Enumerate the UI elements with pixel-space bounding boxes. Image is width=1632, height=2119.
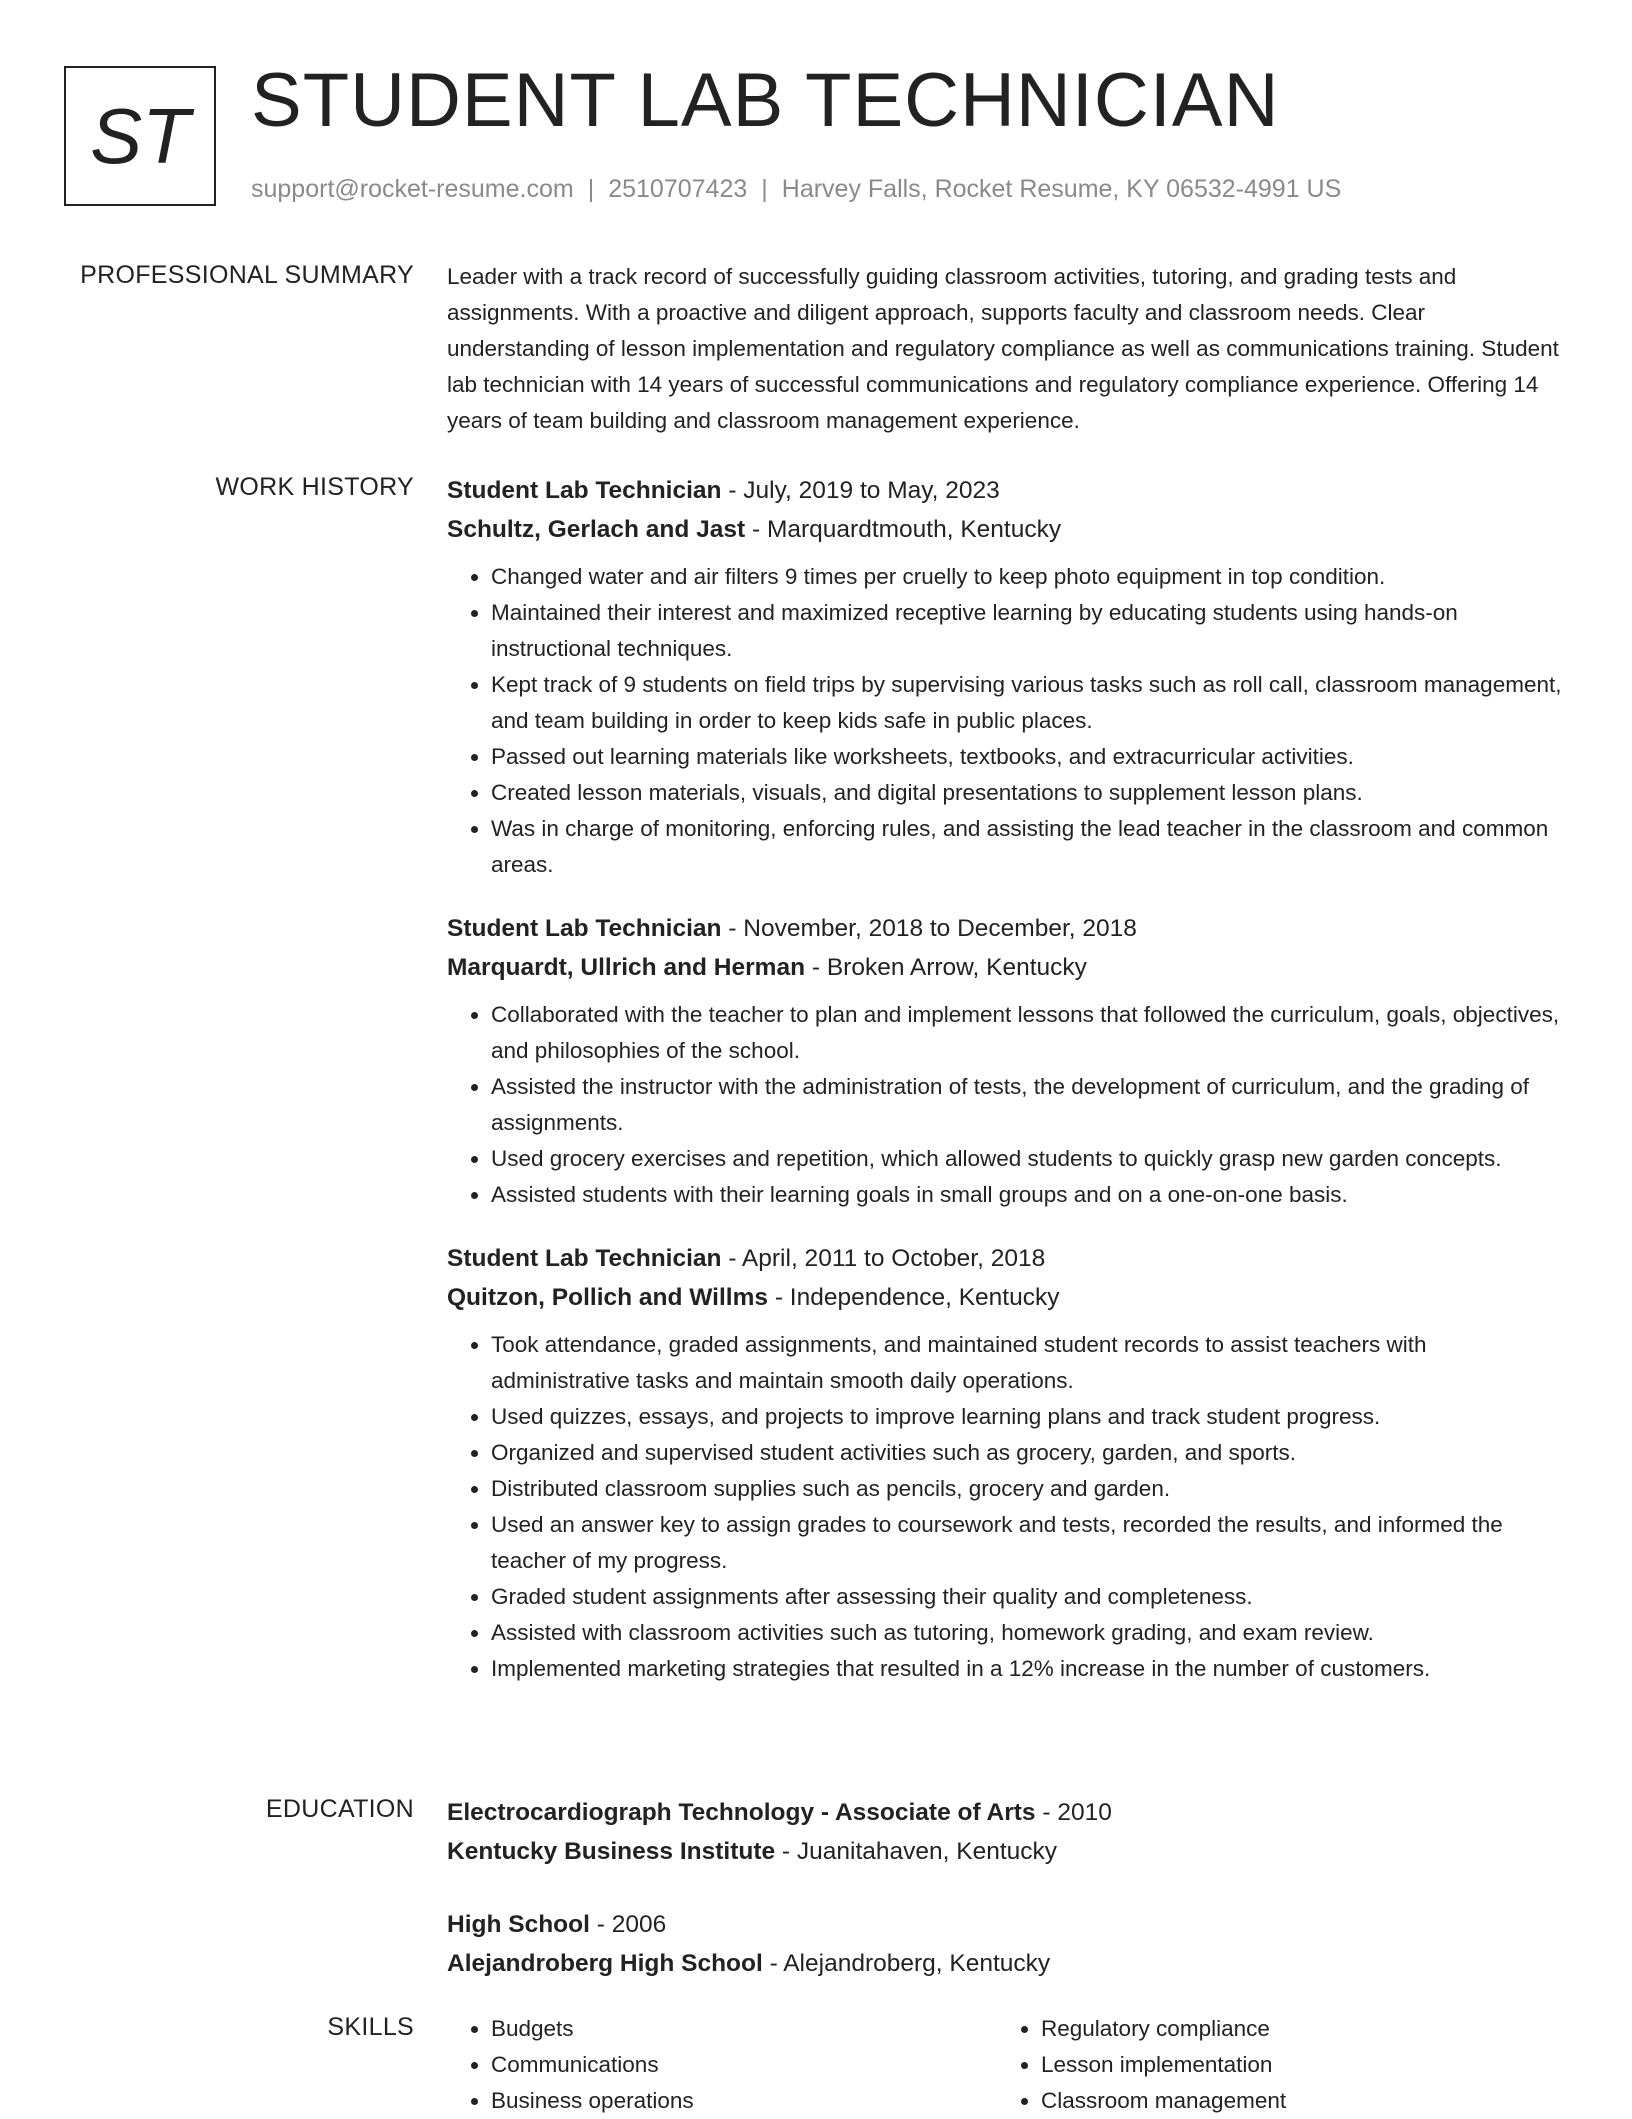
employer-location: - Marquardtmouth, Kentucky [745, 516, 1062, 543]
skills-list-left [447, 2011, 997, 2119]
job-duty: • Graded student assignments after assessing their quality and completeness. [491, 1579, 1567, 1615]
job-title-line [447, 1239, 1567, 1278]
postal-address: Harvey Falls, Rocket Resume, KY 06532-4991 US [781, 175, 1342, 203]
employer-line [447, 948, 1567, 987]
skill-item: • Budgets [491, 2011, 997, 2047]
section-label-work-history: WORK HISTORY [215, 473, 414, 501]
degree-line [447, 1905, 1567, 1944]
job-duty: • Used quizzes, essays, and projects to improve learning plans and track student progress. [491, 1399, 1567, 1435]
school-name: Alejandroberg High School [447, 1950, 763, 1977]
job-entry [447, 909, 1567, 1213]
job-dates: - November, 2018 to December, 2018 [721, 915, 1137, 942]
school-line [447, 1944, 1567, 1983]
section-label-summary: PROFESSIONAL SUMMARY [80, 261, 414, 289]
job-duty: • Used grocery exercises and repetition, which allowed students to quickly grasp new garden concepts. [491, 1141, 1567, 1177]
job-entry [447, 1239, 1567, 1687]
employer-line [447, 510, 1567, 549]
job-duty: • Collaborated with the teacher to plan and implement lessons that followed the curriculum, goals, objectives, and philosophies of the school. [491, 997, 1567, 1069]
employer-location: - Broken Arrow, Kentucky [805, 954, 1087, 981]
job-duty: • Maintained their interest and maximized receptive learning by educating students using hands-on instructional techniques. [491, 595, 1567, 667]
job-duty: • Assisted students with their learning goals in small groups and on a one-on-one basis. [491, 1177, 1567, 1213]
summary-text: Leader with a track record of successfully guiding classroom activities, tutoring, and grading tests and assignments. With a proactive and diligent approach, supports faculty and classroom needs. Clear understanding of lesson implementation and regulatory compliance as well as communications training. Student lab technician with 14 years of successful communications and regulatory compliance experience. Offering 14 years of team building and classroom management experience. [447, 264, 1559, 433]
contact-line [251, 174, 1341, 204]
graduation-year: - 2006 [589, 1911, 667, 1938]
job-duty: • Passed out learning materials like worksheets, textbooks, and extracurricular activities. [491, 739, 1567, 775]
job-dates: - July, 2019 to May, 2023 [721, 477, 1000, 504]
job-dates: - April, 2011 to October, 2018 [721, 1245, 1046, 1272]
job-title: Student Lab Technician [447, 1245, 722, 1272]
skill-item: • Classroom management [1041, 2083, 1547, 2119]
education-entry [447, 1905, 1567, 1983]
school-line [447, 1832, 1567, 1871]
employer-name: Marquardt, Ullrich and Herman [447, 954, 806, 981]
employer-name: Schultz, Gerlach and Jast [447, 516, 746, 543]
graduation-year: - 2010 [1035, 1799, 1112, 1826]
job-duties-list [447, 559, 1567, 883]
job-duty: • Created lesson materials, visuals, and digital presentations to supplement lesson plans. [491, 775, 1567, 811]
job-duties-list [447, 1327, 1567, 1687]
phone-number: 2510707423 [608, 175, 748, 203]
degree-line [447, 1793, 1567, 1832]
degree-name: Electrocardiograph Technology - Associate of Arts [447, 1799, 1036, 1826]
job-duty: • Used an answer key to assign grades to coursework and tests, recorded the results, and informed the teacher of my progress. [491, 1507, 1567, 1579]
school-location: - Alejandroberg, Kentucky [762, 1950, 1051, 1977]
school-location: - Juanitahaven, Kentucky [775, 1838, 1058, 1865]
job-duty: • Implemented marketing strategies that resulted in a 12% increase in the number of customers. [491, 1651, 1567, 1687]
section-label-skills: SKILLS [327, 2013, 414, 2041]
job-duty: • Took attendance, graded assignments, and maintained student records to assist teachers with administrative tasks and maintain smooth daily operations. [491, 1327, 1567, 1399]
contact-separator: | [761, 175, 768, 203]
job-title: Student Lab Technician [447, 477, 722, 504]
contact-separator: | [587, 175, 595, 203]
section-label-education: EDUCATION [265, 1795, 414, 1823]
school-name: Kentucky Business Institute [447, 1838, 776, 1865]
job-entry [447, 471, 1567, 883]
skill-item: • Regulatory compliance [1041, 2011, 1547, 2047]
employer-location: - Independence, Kentucky [768, 1284, 1060, 1311]
resume-title: STUDENT LAB TECHNICIAN [251, 58, 1280, 143]
skill-item: • Lesson implementation [1041, 2047, 1547, 2083]
job-duty: • Organized and supervised student activities such as grocery, garden, and sports. [491, 1435, 1567, 1471]
skill-item: • Communications [491, 2047, 997, 2083]
skill-item: • Business operations [491, 2083, 997, 2119]
job-duty: • Assisted with classroom activities such as tutoring, homework grading, and exam review. [491, 1615, 1567, 1651]
initials-monogram: ST [64, 66, 216, 206]
job-duty: • Was in charge of monitoring, enforcing rules, and assisting the lead teacher in the classroom and common areas. [491, 811, 1567, 883]
education-entry [447, 1793, 1567, 1871]
employer-line [447, 1278, 1567, 1317]
degree-name: High School [447, 1911, 590, 1938]
job-duty: • Kept track of 9 students on field trips by supervising various tasks such as roll call, classroom management, and team building in order to keep kids safe in public places. [491, 667, 1567, 739]
email-address: support@rocket-resume.com [251, 175, 574, 203]
job-title-line [447, 471, 1567, 510]
job-duty: • Assisted the instructor with the administration of tests, the development of curriculum, and the grading of assignments. [491, 1069, 1567, 1141]
job-duties-list [447, 997, 1567, 1213]
job-title-line [447, 909, 1567, 948]
job-title: Student Lab Technician [447, 915, 722, 942]
job-duty: • Distributed classroom supplies such as pencils, grocery and garden. [491, 1471, 1567, 1507]
job-duty: • Changed water and air filters 9 times per cruelly to keep photo equipment in top condition. [491, 559, 1567, 595]
employer-name: Quitzon, Pollich and Willms [447, 1284, 769, 1311]
skills-list-right [997, 2011, 1547, 2119]
